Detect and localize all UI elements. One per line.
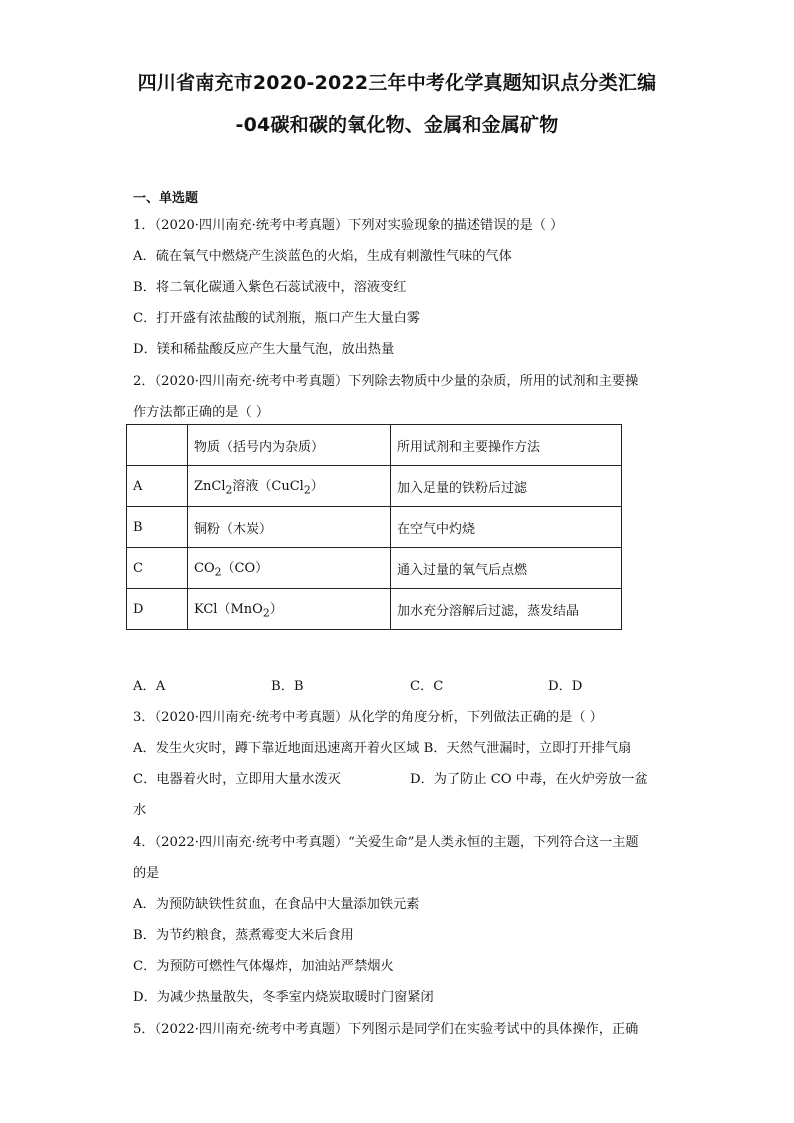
q3-option-d-continued: 水 bbox=[133, 803, 147, 818]
q3-options-a-b: A．发生火灾时，蹲下靠近地面迅速离开着火区域 B．天然气泄漏时，立即打开排气扇 bbox=[133, 741, 632, 756]
table-row bbox=[127, 466, 622, 507]
q1-option-d: D．镁和稀盐酸反应产生大量气泡，放出热量 bbox=[133, 342, 395, 357]
q2-choice-a: A．A bbox=[133, 679, 166, 694]
table-header-cell: 物质（括号内为杂质） bbox=[188, 425, 391, 466]
q3-option-d: D．为了防止 CO 中毒，在火炉旁放一盆 bbox=[410, 772, 648, 787]
row-label: B bbox=[127, 507, 188, 548]
q4-stem-line-2: 的是 bbox=[133, 866, 160, 881]
q2-choice-b: B．B bbox=[271, 679, 304, 694]
q2-stem-line-2: 作方法都正确的是（ ） bbox=[133, 405, 270, 420]
q2-choice-c: C．C bbox=[410, 679, 444, 694]
table-row bbox=[127, 548, 622, 589]
table-header-cell: 所用试剂和主要操作方法 bbox=[391, 425, 622, 466]
q4-option-a: A．为预防缺铁性贫血，在食品中大量添加铁元素 bbox=[133, 897, 420, 912]
document-title-line-1: 四川省南充市2020-2022三年中考化学真题知识点分类汇编 bbox=[137, 72, 657, 94]
q1-option-a: A．硫在氧气中燃烧产生淡蓝色的火焰，生成有刺激性气味的气体 bbox=[133, 249, 512, 264]
q2-stem-line-1: 2．（2020·四川南充·统考中考真题）下列除去物质中少量的杂质，所用的试剂和主要操 bbox=[133, 374, 639, 389]
method-cell: 在空气中灼烧 bbox=[391, 507, 622, 548]
document-title-line-2: -04碳和碳的氧化物、金属和金属矿物 bbox=[235, 114, 559, 136]
section-heading: 一、单选题 bbox=[133, 191, 199, 206]
substance-cell: KCl（MnO$_2$） bbox=[188, 589, 391, 630]
q1-option-b: B．将二氧化碳通入紫色石蕊试液中，溶液变红 bbox=[133, 280, 407, 295]
table-header-row bbox=[127, 425, 622, 466]
q2-choice-d: D．D bbox=[548, 679, 583, 694]
substance-cell: ZnCl$_2$溶液（CuCl$_2$） bbox=[188, 466, 391, 507]
method-cell: 通入过量的氧气后点燃 bbox=[391, 548, 622, 589]
q4-option-b: B．为节约粮食，蒸煮霉变大米后食用 bbox=[133, 928, 354, 943]
q1-option-c: C．打开盛有浓盐酸的试剂瓶，瓶口产生大量白雾 bbox=[133, 311, 421, 326]
row-label: A bbox=[127, 466, 188, 507]
q3-stem: 3．（2020·四川南充·统考中考真题）从化学的角度分析，下列做法正确的是（ ） bbox=[133, 710, 603, 725]
table-row bbox=[127, 507, 622, 548]
substance-cell: $CO_2(CO)$ bbox=[188, 548, 391, 589]
substance-cell: 铜粉（木炭） bbox=[188, 507, 391, 548]
q4-option-d: D．为减少热量散失，冬季室内烧炭取暖时门窗紧闭 bbox=[133, 990, 434, 1005]
row-label: C bbox=[127, 548, 188, 589]
method-cell: 加水充分溶解后过滤，蒸发结晶 bbox=[391, 589, 622, 630]
q4-stem-line-1: 4．（2022·四川南充·统考中考真题）“关爱生命”是人类永恒的主题，下列符合这一主题 bbox=[133, 835, 639, 850]
table-row bbox=[127, 589, 622, 630]
q2-table bbox=[126, 424, 622, 630]
q1-stem: 1．（2020·四川南充·统考中考真题）下列对实验现象的描述错误的是（ ） bbox=[133, 218, 564, 233]
table-header-cell bbox=[127, 425, 188, 466]
row-label: D bbox=[127, 589, 188, 630]
q5-stem-line-1: 5．（2022·四川南充·统考中考真题）下列图示是同学们在实验考试中的具体操作，正确 bbox=[133, 1022, 639, 1037]
method-cell: 加入足量的铁粉后过滤 bbox=[391, 466, 622, 507]
q4-option-c: C．为预防可燃性气体爆炸，加油站严禁烟火 bbox=[133, 959, 394, 974]
q3-option-c: C．电器着火时，立即用大量水泼灭 bbox=[133, 772, 341, 787]
